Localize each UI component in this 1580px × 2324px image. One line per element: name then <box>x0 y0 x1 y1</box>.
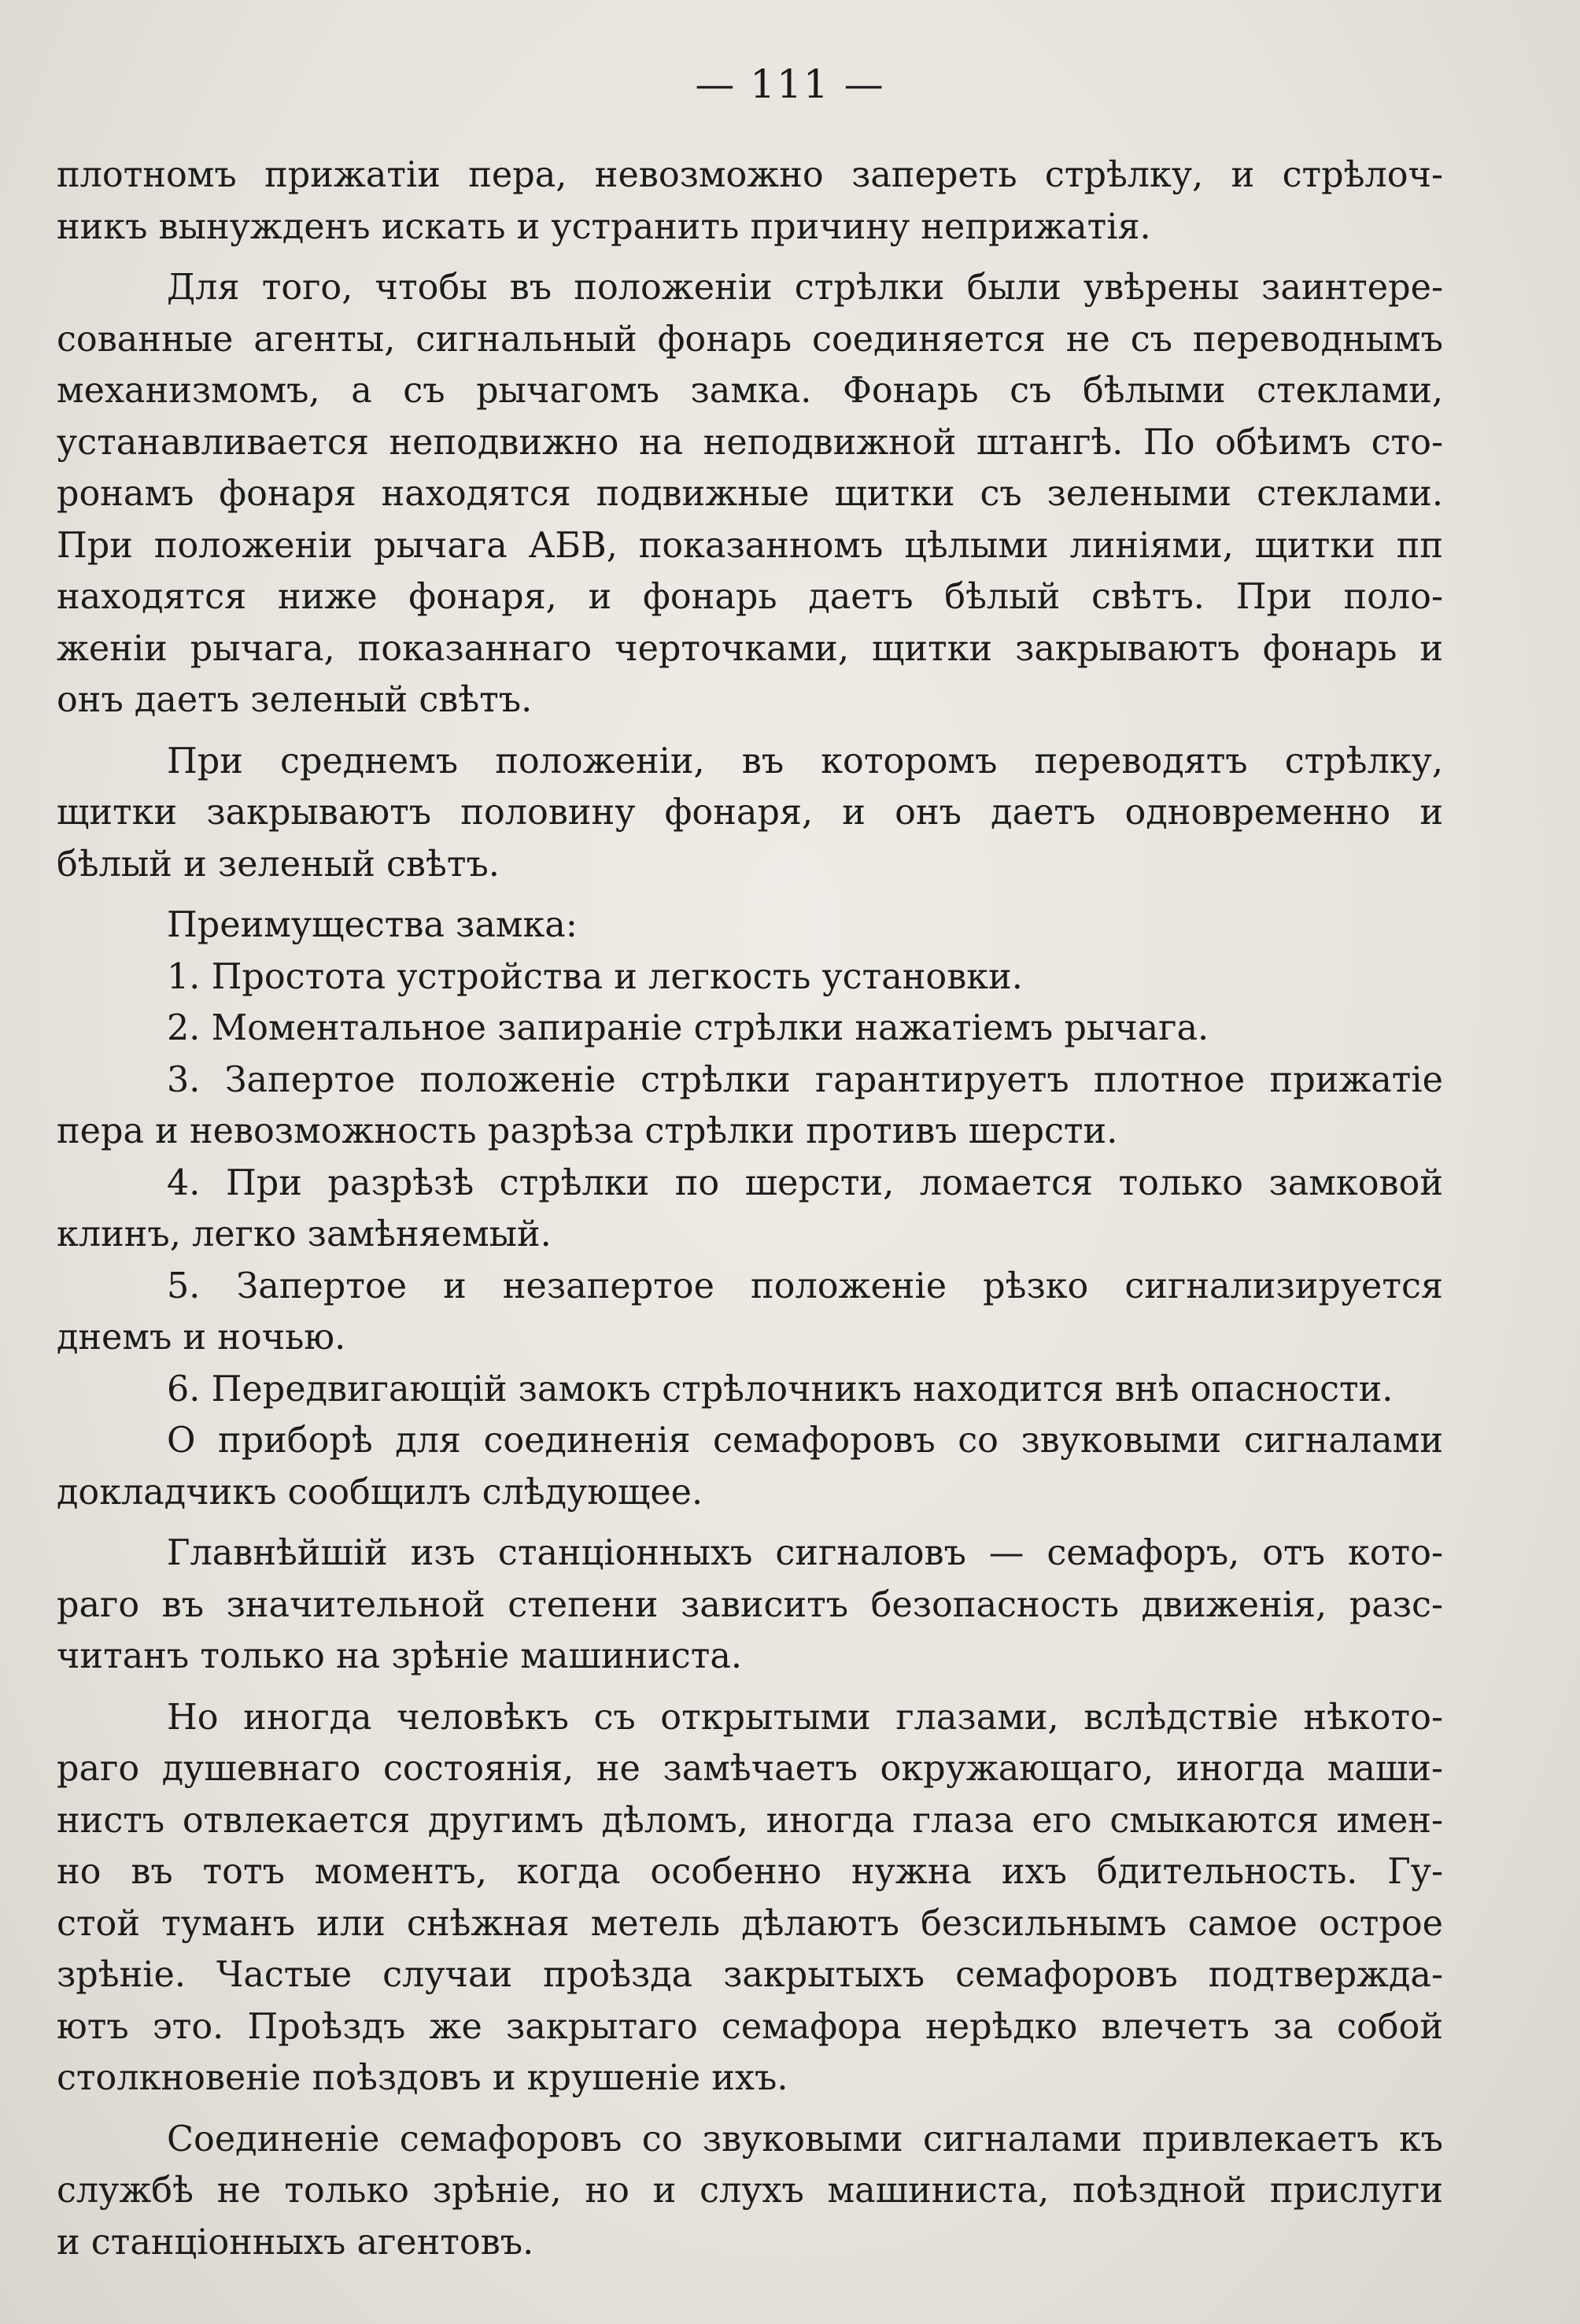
text-line: никъ вынужденъ искать и устранить причину неприжатія. <box>57 206 1151 247</box>
text-line: 4. При разрѣзѣ стрѣлки по шерсти, ломается только замковой <box>167 1162 1443 1203</box>
text-line: докладчикъ сообщилъ слѣдующее. <box>57 1472 703 1513</box>
text-line: читанъ только на зрѣніе машиниста. <box>57 1636 743 1676</box>
text-line: столкновеніе поѣздовъ и крушеніе ихъ. <box>57 2058 788 2098</box>
text-line: 2. Моментальное запираніе стрѣлки нажатіемъ рычага. <box>167 1008 1209 1048</box>
text-line: но въ тотъ моментъ, когда особенно нужна ихъ бдительность. Гу- <box>57 1852 1443 1892</box>
text-line: 5. Запертое и незапертое положеніе рѣзко сигнализируется <box>167 1265 1443 1306</box>
text-line: женіи рычага, показаннаго черточками, щитки закрываютъ фонарь и <box>57 628 1443 669</box>
paragraph-gap <box>57 2104 1443 2114</box>
text-line: устанавливается неподвижно на неподвижной штангѣ. По обѣимъ сто- <box>57 422 1443 463</box>
text-line: службѣ не только зрѣніе, но и слухъ машиниста, поѣздной прислуги <box>57 2171 1443 2211</box>
text-line: онъ даетъ зеленый свѣтъ. <box>57 680 533 720</box>
page-number: — 111 — <box>695 61 885 107</box>
text-line: зрѣніе. Частые случаи проѣзда закрытыхъ семафоровъ подтвержда- <box>57 1955 1443 1995</box>
text-line: щитки закрываютъ половину фонаря, и онъ даетъ одновременно и <box>57 793 1443 833</box>
text-line: нистъ отвлекается другимъ дѣломъ, иногда глаза его смыкаются имен- <box>57 1800 1443 1841</box>
text-line: Преимущества замка: <box>167 905 578 945</box>
paragraph-gap <box>57 726 1443 736</box>
text-line: ютъ это. Проѣздъ же закрытаго семафора нерѣдко влечетъ за собой <box>57 2006 1443 2047</box>
text-line: бѣлый и зеленый свѣтъ. <box>57 844 500 885</box>
text-line: и станціонныхъ агентовъ. <box>57 2222 534 2263</box>
text-line: пера и невозможность разрѣза стрѣлки противъ шерсти. <box>57 1111 1118 1151</box>
paragraph-gap <box>57 253 1443 262</box>
text-line: раго въ значительной степени зависитъ безопасность движенія, разс- <box>57 1584 1443 1625</box>
text-line: Соединеніе семафоровъ со звуковыми сигналами привлекаетъ къ <box>167 2119 1443 2160</box>
text-line: Но иногда человѣкъ съ открытыми глазами, вслѣдствіе нѣкото- <box>167 1697 1443 1738</box>
text-line: раго душевнаго состоянія, не замѣчаетъ окружающаго, иногда маши- <box>57 1749 1443 1789</box>
text-line: ронамъ фонаря находятся подвижные щитки съ зелеными стеклами. <box>57 474 1443 514</box>
paragraph-gap <box>57 1518 1443 1528</box>
paragraph-gap <box>57 1683 1443 1692</box>
text-line: О приборѣ для соединенія семафоровъ со звуковыми сигналами <box>167 1421 1443 1461</box>
paragraph-gap <box>57 890 1443 900</box>
body-text <box>57 150 1443 2268</box>
text-line: находятся ниже фонаря, и фонарь даетъ бѣлый свѣтъ. При поло- <box>57 577 1443 617</box>
text-line: 1. Простота устройства и легкость установки. <box>167 956 1023 997</box>
text-line: Для того, чтобы въ положеніи стрѣлки были увѣрены заинтере- <box>167 268 1443 308</box>
text-line: механизмомъ, а съ рычагомъ замка. Фонарь съ бѣлыми стеклами, <box>57 371 1443 411</box>
text-line: клинъ, легко замѣняемый. <box>57 1214 552 1254</box>
text-line: Главнѣйшій изъ станціонныхъ сигналовъ — семафоръ, отъ кото- <box>167 1533 1443 1573</box>
text-line: стой туманъ или снѣжная метель дѣлаютъ безсильнымъ самое острое <box>57 1903 1443 1944</box>
text-line: сованные агенты, сигнальный фонарь соединяется не съ переводнымъ <box>57 319 1443 360</box>
text-line: плотномъ прижатіи пера, невозможно запереть стрѣлку, и стрѣлоч- <box>57 155 1443 195</box>
text-line: При положеніи рычага АБВ, показанномъ цѣлыми линіями, щитки пп <box>57 525 1443 566</box>
text-line: 6. Передвигающій замокъ стрѣлочникъ находится внѣ опасности. <box>167 1369 1394 1410</box>
text-line: днемъ и ночью. <box>57 1317 346 1358</box>
text-line: При среднемъ положеніи, въ которомъ переводятъ стрѣлку, <box>167 741 1443 781</box>
text-line: 3. Запертое положеніе стрѣлки гарантируетъ плотное прижатіе <box>167 1059 1443 1100</box>
